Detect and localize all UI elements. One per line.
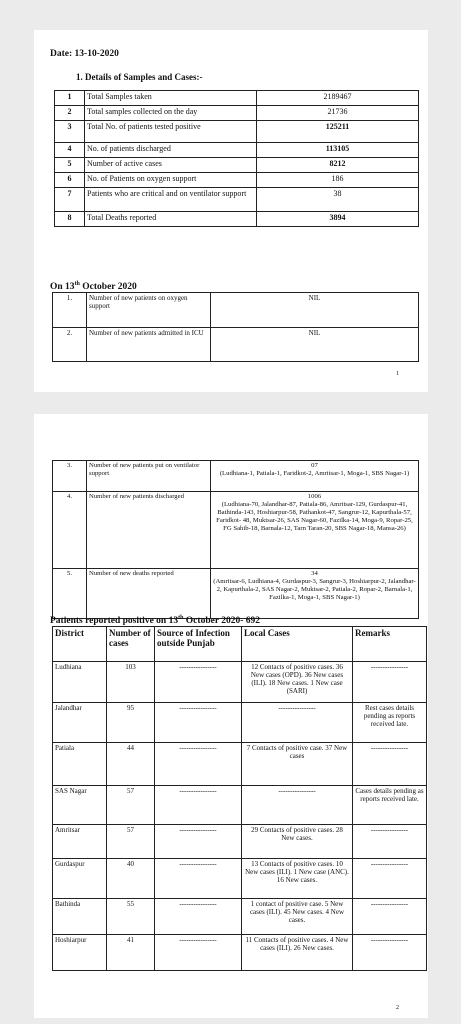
district-row	[53, 935, 427, 971]
report-date: Date: 13-10-2020	[50, 49, 119, 59]
day-table-1	[52, 292, 419, 362]
header-remarks: Remarks	[353, 627, 427, 662]
district-name: Bathinda	[53, 899, 107, 935]
row-label: Total Samples taken	[85, 91, 257, 106]
district-local: 13 Contacts of positive cases. 10 New cases (ILI). 1 New case (ANC). 16 New cases.	[242, 859, 353, 899]
district-name: SAS Nagar	[53, 786, 107, 825]
row-number: 3	[55, 121, 85, 143]
row-value-count: 1006	[307, 493, 322, 500]
summary-row	[55, 143, 419, 158]
district-remarks: Cases details pending as reports received late.	[353, 786, 427, 825]
row-number: 6	[55, 173, 85, 188]
district-cases: 57	[107, 825, 155, 859]
row-number: 1	[55, 91, 85, 106]
summary-table	[54, 90, 419, 227]
row-number: 5	[55, 158, 85, 173]
row-label: Number of new deaths reported	[87, 569, 211, 619]
district-local: ----------------	[242, 703, 353, 743]
district-local: 11 Contacts of positive cases. 4 New cases (ILI). 26 New cases.	[242, 935, 353, 971]
district-name: Jalandhar	[53, 703, 107, 743]
row-value-count: 34	[311, 570, 318, 577]
row-value	[211, 569, 419, 619]
day-row	[53, 569, 419, 619]
day-row	[53, 461, 419, 492]
row-label: Number of new patients discharged	[87, 492, 211, 569]
district-source: ----------------	[155, 743, 242, 786]
day-table-2	[52, 460, 419, 619]
row-value-count: 07	[311, 462, 318, 469]
row-value: 113105	[257, 143, 419, 158]
district-table	[52, 626, 427, 971]
district-source: ----------------	[155, 703, 242, 743]
row-label: No. of patients discharged	[85, 143, 257, 158]
document-page-2	[34, 414, 428, 1018]
row-label: Number of new patients admitted in ICU	[87, 328, 211, 362]
district-row	[53, 825, 427, 859]
district-source: ----------------	[155, 859, 242, 899]
row-value: 3894	[257, 212, 419, 227]
district-row	[53, 662, 427, 703]
page-number: 2	[396, 1005, 399, 1011]
page-number: 1	[396, 371, 399, 377]
row-number: 2	[55, 106, 85, 121]
district-remarks: ----------------	[353, 935, 427, 971]
row-number: 8	[55, 212, 85, 227]
summary-row	[55, 158, 419, 173]
summary-row	[55, 106, 419, 121]
header-local: Local Cases	[242, 627, 353, 662]
row-label: Number of new patients put on ventilator support	[87, 461, 211, 492]
district-local: ----------------	[242, 786, 353, 825]
day-heading: On 13th October 2020	[50, 281, 137, 293]
district-name: Amritsar	[53, 825, 107, 859]
header-district: District	[53, 627, 107, 662]
day-row	[53, 492, 419, 569]
row-label: Patients who are critical and on ventilator support	[85, 188, 257, 212]
district-source: ----------------	[155, 662, 242, 703]
district-remarks: ----------------	[353, 859, 427, 899]
district-cases: 40	[107, 859, 155, 899]
row-value: 21736	[257, 106, 419, 121]
row-label: No. of Patients on oxygen support	[85, 173, 257, 188]
district-source: ----------------	[155, 899, 242, 935]
district-cases: 55	[107, 899, 155, 935]
district-remarks: Rest cases details pending as reports received late.	[353, 703, 427, 743]
district-source: ----------------	[155, 935, 242, 971]
district-name: Patiala	[53, 743, 107, 786]
row-label: Number of new patients on oxygen support	[87, 293, 211, 328]
summary-row	[55, 121, 419, 143]
district-remarks: ----------------	[353, 899, 427, 935]
summary-row	[55, 91, 419, 106]
row-value: NIL	[211, 328, 419, 362]
row-value: NIL	[211, 293, 419, 328]
district-row	[53, 743, 427, 786]
district-local: 29 Contacts of positive cases. 28 New cases.	[242, 825, 353, 859]
row-number: 1.	[53, 293, 87, 328]
day-row	[53, 293, 419, 328]
row-value	[211, 492, 419, 569]
district-name: Hoshiarpur	[53, 935, 107, 971]
row-number: 5.	[53, 569, 87, 619]
positive-heading: Patients reported positive on 13th October 2020- 692	[50, 615, 261, 627]
district-row	[53, 859, 427, 899]
district-cases: 44	[107, 743, 155, 786]
row-number: 7	[55, 188, 85, 212]
district-name: Gurdaspur	[53, 859, 107, 899]
district-remarks: ----------------	[353, 743, 427, 786]
row-value: 8212	[257, 158, 419, 173]
row-number: 3.	[53, 461, 87, 492]
district-row	[53, 703, 427, 743]
row-value	[211, 461, 419, 492]
district-cases: 103	[107, 662, 155, 703]
district-source: ----------------	[155, 825, 242, 859]
district-local: 12 Contacts of positive cases. 36 New cases (OPD). 36 New cases (ILI). 18 New cases. 1 New case (SARI)	[242, 662, 353, 703]
document-page-1	[34, 30, 428, 392]
summary-row	[55, 188, 419, 212]
district-local: 7 Contacts of positive case. 37 New cases	[242, 743, 353, 786]
row-value: 38	[257, 188, 419, 212]
row-value-detail: (Amritsar-6, Ludhiana-4, Gurdaspur-3, Sangrur-3, Hoshiarpur-2, Jalandhar-2, Kapurthala-2, SAS Nagar-2, Muktsar-2, Patiala-2, Ropar-2, Barnala-1, Fazilka-1, Moga-1, SBS Nagar-1)	[213, 578, 416, 601]
row-label: Total No. of patients tested positive	[85, 121, 257, 143]
district-remarks: ----------------	[353, 825, 427, 859]
section-title: 1. Details of Samples and Cases:-	[76, 72, 203, 82]
district-remarks: ----------------	[353, 662, 427, 703]
header-cases: Number of cases	[107, 627, 155, 662]
district-row	[53, 786, 427, 825]
row-number: 4.	[53, 492, 87, 569]
row-label: Number of active cases	[85, 158, 257, 173]
district-name: Ludhiana	[53, 662, 107, 703]
row-value: 125211	[257, 121, 419, 143]
district-source: ----------------	[155, 786, 242, 825]
row-value: 186	[257, 173, 419, 188]
district-cases: 95	[107, 703, 155, 743]
day-row	[53, 328, 419, 362]
row-number: 2.	[53, 328, 87, 362]
district-cases: 57	[107, 786, 155, 825]
district-row	[53, 899, 427, 935]
summary-row	[55, 173, 419, 188]
summary-row	[55, 212, 419, 227]
row-value: 2189467	[257, 91, 419, 106]
district-local: 1 contact of positive case. 5 New cases (ILI). 45 New cases. 4 New cases.	[242, 899, 353, 935]
header-source: Source of Infection outside Punjab	[155, 627, 242, 662]
row-label: Total Deaths reported	[85, 212, 257, 227]
row-value-detail: (Ludhiana-1, Patiala-1, Faridkot-2, Amritsar-1, Moga-1, SBS Nagar-1)	[219, 470, 410, 477]
district-cases: 41	[107, 935, 155, 971]
row-value-detail: (Ludhiana-70, Jalandhar-87, Patiala-86, Amritsar-129, Gurdaspur-41, Bathinda-143, Hoshiarpur-58, Pathankot-47, Sangrur-12, Kapurthala-57, Faridkot- 48, Muktsar-26, SAS Nagar-60, Fazilka-14, Moga-9, Ropar-25, FG Sahib-18, Barnala-12, Tarn Taran-20, SBS Nagar-18, Mansa-26)	[216, 501, 413, 532]
row-label: Total samples collected on the day	[85, 106, 257, 121]
row-number: 4	[55, 143, 85, 158]
